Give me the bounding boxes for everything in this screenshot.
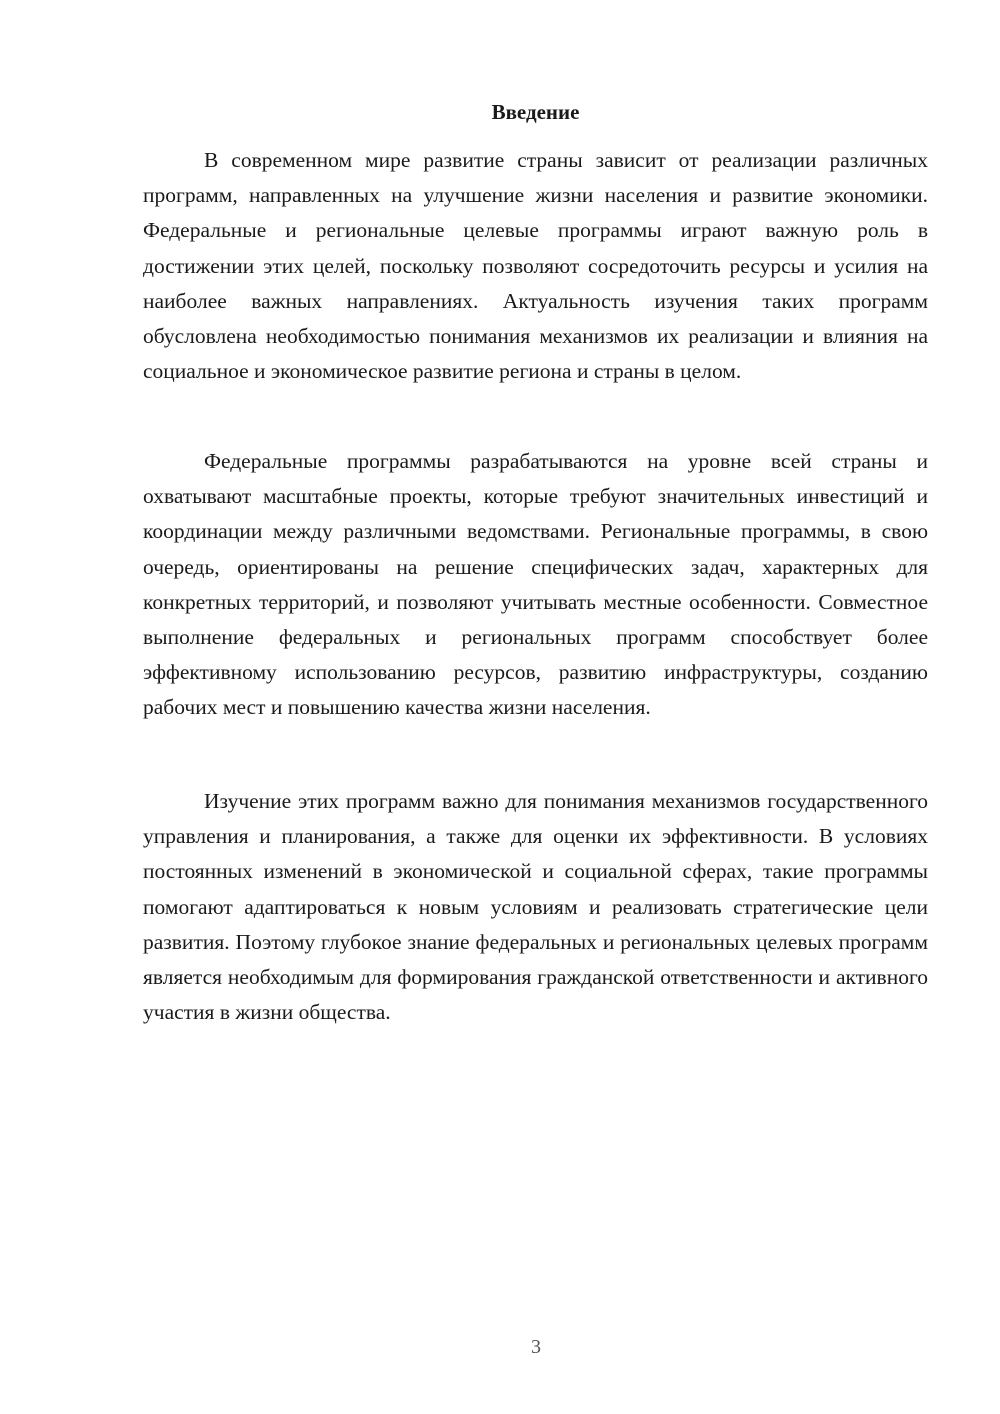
paragraph-2: Федеральные программы разрабатываются на уровне всей страны и охватывают масштабные проекты, которые требуют значительных инвестиций и координации между различными ведомствами. Региональные программы, в свою очередь, ориентированы на решение специфических задач, характерных для конкретных территорий, и позволяют учитывать местные особенности. Совместное выполнение федеральных и региональных программ способствует более эффективному использованию ресурсов, развитию инфраструктуры, созданию рабочих мест и повышению качества жизни населения.: [143, 449, 928, 720]
section-title: Введение: [491, 100, 580, 124]
paragraph-3: Изучение этих программ важно для понимания механизмов государственного управления и планирования, а также для оценки их эффективности. В условиях постоянных изменений в экономической и социальной сферах, такие программы помогают адаптироваться к новым условиям и реализовать стратегические цели развития. Поэтому глубокое знание федеральных и региональных целевых программ является необходимым для формирования гражданской ответственности и активного участия в жизни общества.: [143, 789, 928, 1025]
page-number: 3: [531, 1336, 541, 1358]
paragraph-1: В современном мире развитие страны зависит от реализации различных программ, направленных на улучшение жизни населения и развитие экономики. Федеральные и региональные целевые программы играют важную роль в достижении этих целей, поскольку позволяют сосредоточить ресурсы и усилия на наиболее важных направлениях. Актуальность изучения таких программ обусловлена необходимостью понимания механизмов их реализации и влияния на социальное и экономическое развитие региона и страны в целом.: [143, 148, 928, 384]
